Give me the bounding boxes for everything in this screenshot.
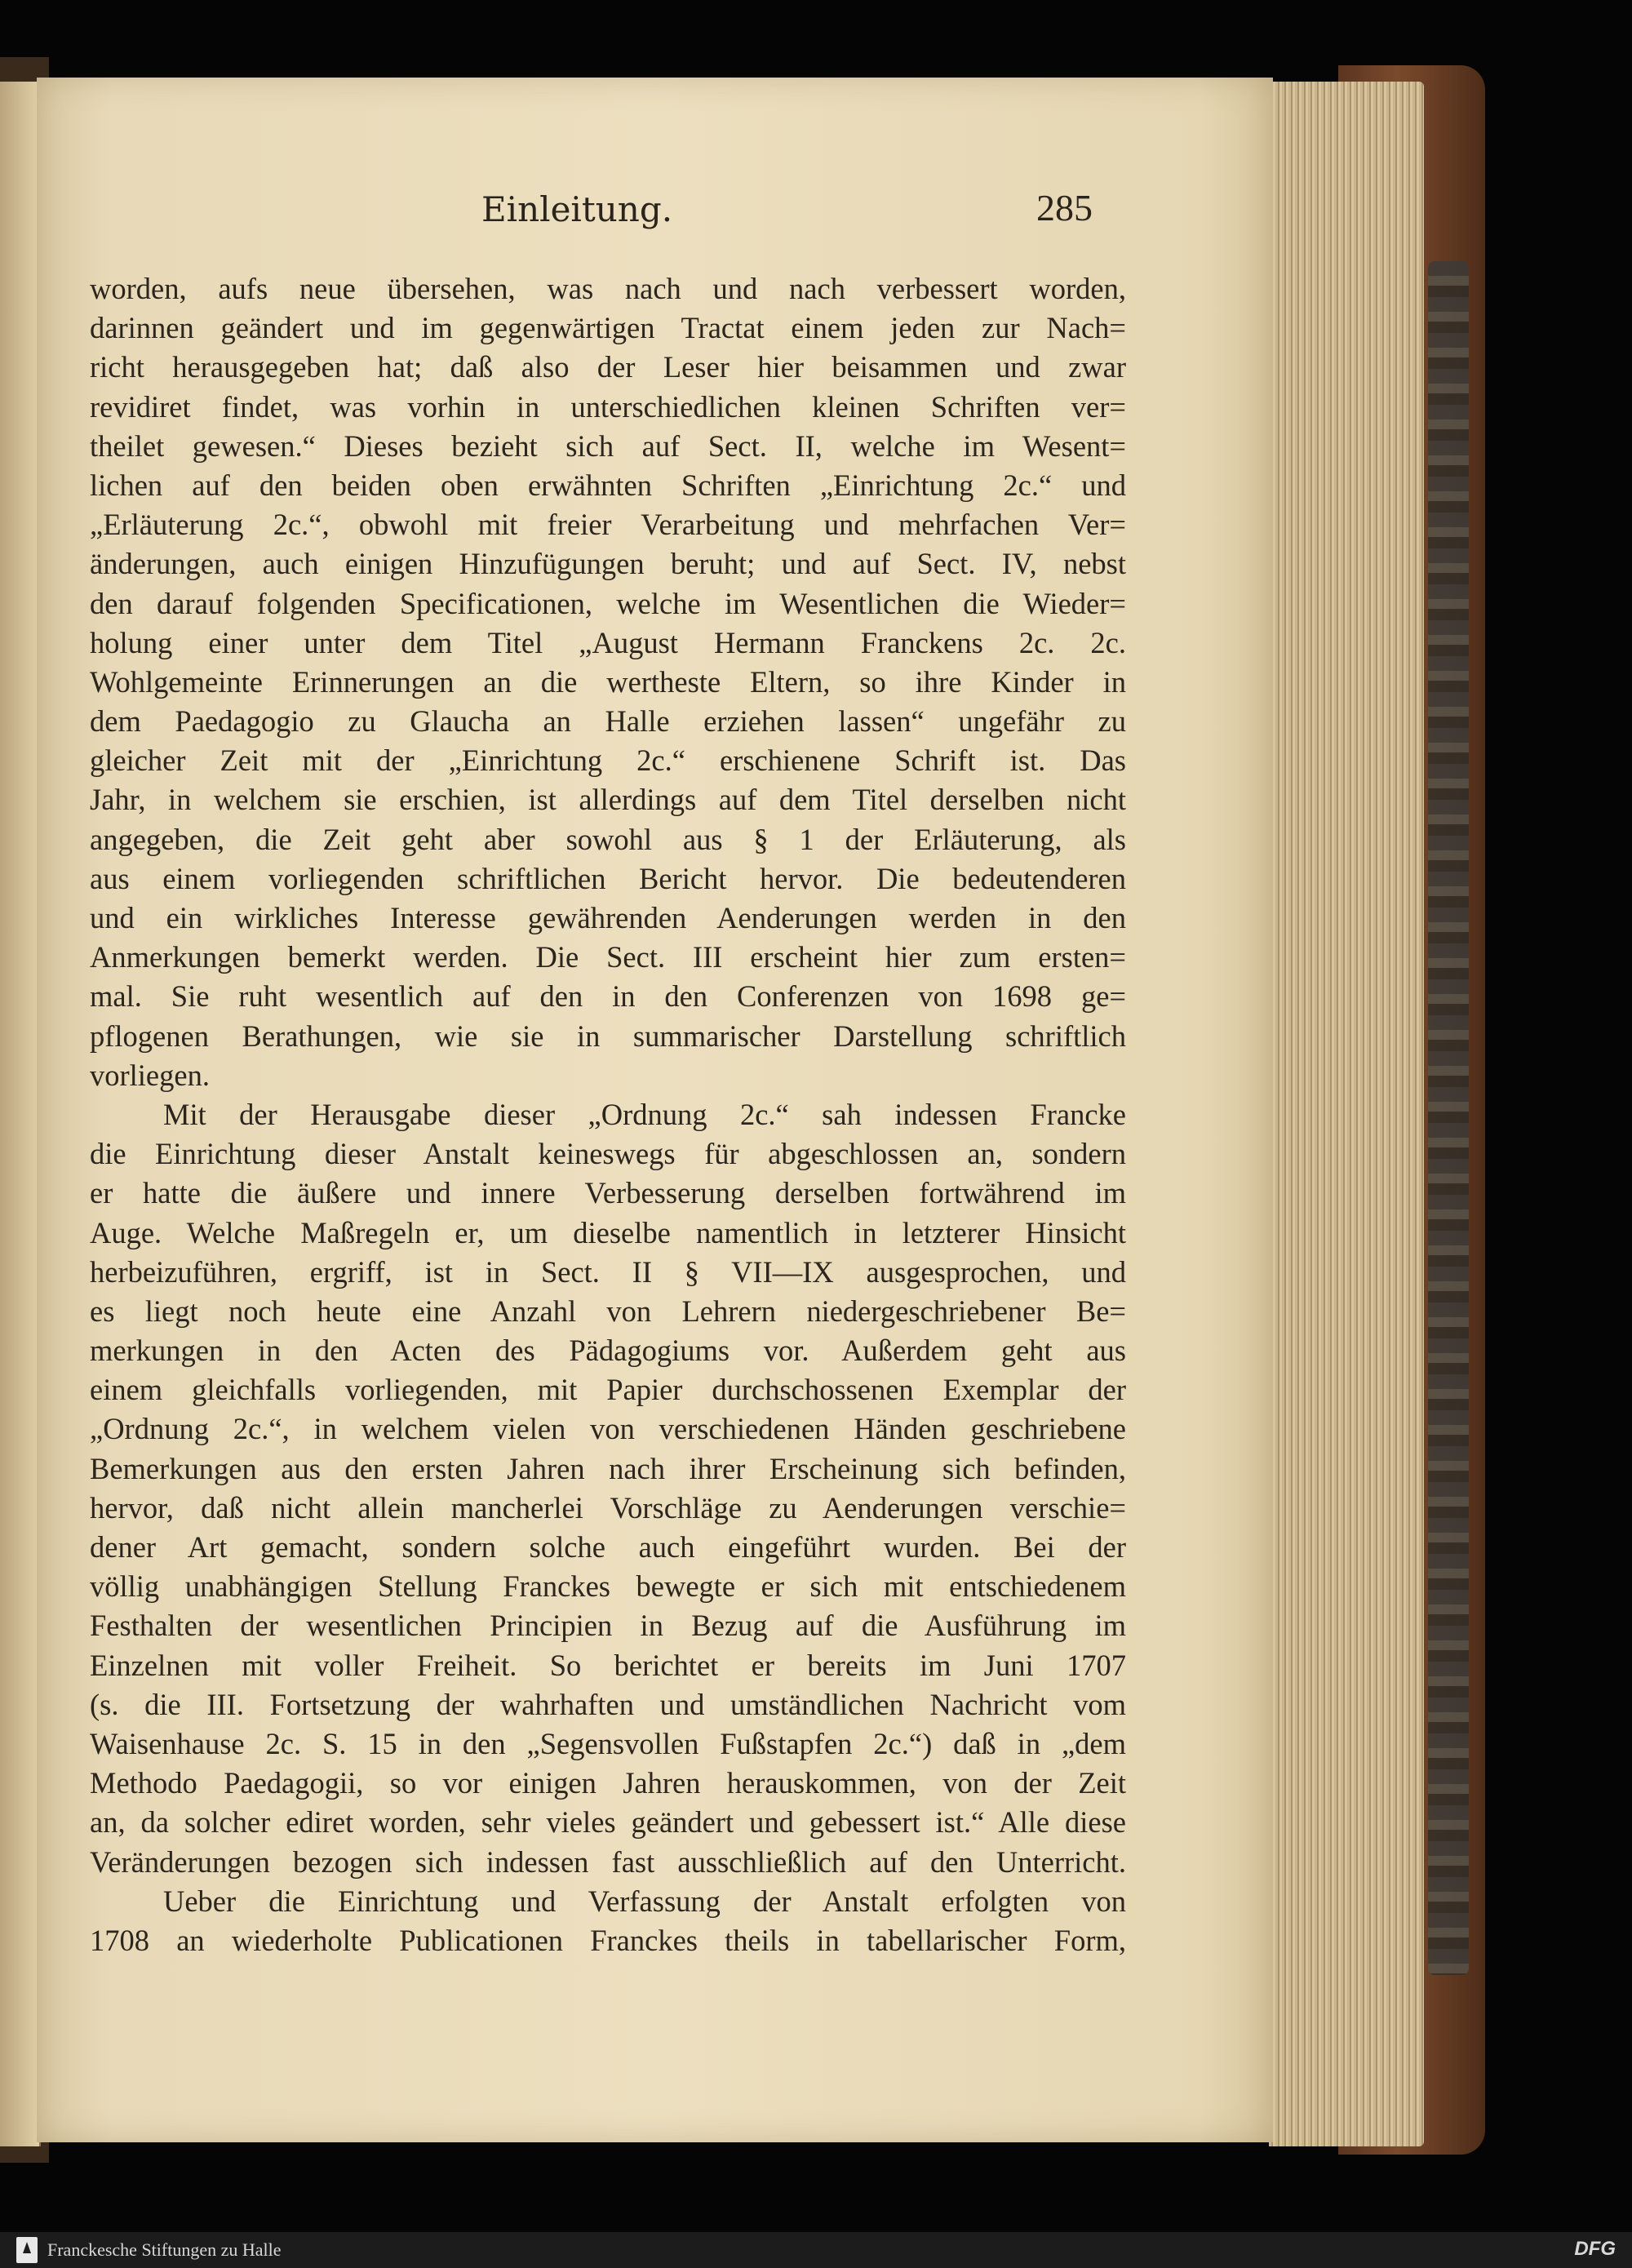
text-line: Auge. Welche Maßregeln er, um dieselbe namentlich in letzterer Hinsicht [90, 1215, 1126, 1249]
text-line: den darauf folgenden Specificationen, welche im Wesentlichen die Wieder= [90, 586, 1126, 620]
text-line: und ein wirkliches Interesse gewährenden Aenderungen werden in den [90, 901, 1126, 934]
text-line: herbeizuführen, ergriff, ist in Sect. II § VII—IX ausgesprochen, und [90, 1254, 1126, 1289]
text-line: vorliegen. [90, 1058, 210, 1092]
text-line: (s. die III. Fortsetzung der wahrhaften und umständlichen Nachricht vom [90, 1687, 1126, 1721]
text-line: Anmerkungen bemerkt werden. Die Sect. III erscheint hier zum ersten= [90, 940, 1126, 974]
institution-logo-icon [16, 2237, 38, 2263]
text-line: darinnen geändert und im gegenwärtigen Tractat einem jeden zur Nach= [90, 311, 1126, 345]
text-line: worden, aufs neue übersehen, was nach und nach verbessert worden, [90, 272, 1126, 305]
text-line: holung einer unter dem Titel „August Hermann Franckens 2c. 2c. [90, 625, 1126, 659]
text-line: Wohlgemeinte Erinnerungen an die wertheste Eltern, so ihre Kinder in [90, 664, 1126, 699]
running-head: Einleitung. [481, 189, 673, 229]
text-line: an, da solcher ediret worden, sehr vieles geändert und gebessert ist.“ Alle diese [90, 1805, 1126, 1840]
text-line: es liegt noch heute eine Anzahl von Lehrern niedergeschriebener Be= [90, 1294, 1126, 1328]
text-line: Ueber die Einrichtung und Verfassung der Anstalt erfolgten von [163, 1884, 1126, 1918]
text-line: gleicher Zeit mit der „Einrichtung 2c.“ erschienene Schrift ist. Das [90, 743, 1126, 778]
text-line: dem Paedagogio zu Glaucha an Halle erziehen lassen“ ungefähr zu [90, 704, 1126, 739]
text-line: pflogenen Berathungen, wie sie in summarischer Darstellung schriftlich [90, 1019, 1126, 1053]
text-line: Bemerkungen aus den ersten Jahren nach ihrer Erscheinung sich befinden, [90, 1451, 1126, 1485]
text-line: merkungen in den Acten des Pädagogiums vor. Außerdem geht aus [90, 1334, 1126, 1368]
text-line: mal. Sie ruht wesentlich auf den in den Conferenzen von 1698 ge= [90, 979, 1126, 1014]
text-line: revidiret findet, was vorhin in unterschiedlichen kleinen Schriften ver= [90, 389, 1126, 424]
dfg-logo: DFG [1574, 2238, 1616, 2260]
institution-name: Franckesche Stiftungen zu Halle [47, 2239, 282, 2260]
text-line: änderungen, auch einigen Hinzufügungen beruht; und auf Sect. IV, nebst [90, 547, 1126, 581]
text-line: Jahr, in welchem sie erschien, ist allerdings auf dem Titel derselben nicht [90, 783, 1126, 817]
page-number: 285 [1036, 187, 1093, 229]
text-line: er hatte die äußere und innere Verbesserung derselben fortwährend im [90, 1176, 1126, 1210]
book-spine-wear [1428, 261, 1469, 1975]
text-line: angegeben, die Zeit geht aber sowohl aus § 1 der Erläuterung, als [90, 822, 1126, 856]
text-line: „Ordnung 2c.“, in welchem vielen von verschiedenen Händen geschriebene [90, 1412, 1126, 1446]
text-line: Einzelnen mit voller Freiheit. So berichtet er bereits im Juni 1707 [90, 1648, 1126, 1682]
text-line: Waisenhause 2c. S. 15 in den „Segensvollen Fußstapfen 2c.“) daß in „dem [90, 1726, 1126, 1760]
page-block-edges [1269, 82, 1424, 2146]
text-line: hervor, daß nicht allein mancherlei Vorschläge zu Aenderungen verschie= [90, 1490, 1126, 1525]
text-line: 1708 an wiederholte Publicationen Franckes theils in tabellarischer Form, [90, 1923, 1126, 1957]
text-line: dener Art gemacht, sondern solche auch eingeführt wurden. Bei der [90, 1530, 1126, 1564]
text-line: einem gleichfalls vorliegenden, mit Papier durchschossenen Exemplar der [90, 1373, 1126, 1407]
text-line: die Einrichtung dieser Anstalt keineswegs für abgeschlossen an, sondern [90, 1137, 1126, 1171]
text-line: Veränderungen bezogen sich indessen fast ausschließlich auf den Unterricht. [90, 1844, 1126, 1879]
body-text [90, 269, 1126, 1960]
text-line: Festhalten der wesentlichen Principien in Bezug auf die Ausführung im [90, 1609, 1126, 1643]
text-line: lichen auf den beiden oben erwähnten Schriften „Einrichtung 2c.“ und [90, 468, 1126, 502]
viewer-footer [0, 2232, 1632, 2268]
text-line: völlig unabhängigen Stellung Franckes bewegte er sich mit entschiedenem [90, 1569, 1126, 1604]
text-line: aus einem vorliegenden schriftlichen Bericht hervor. Die bedeutenderen [90, 861, 1126, 895]
text-line: „Erläuterung 2c.“, obwohl mit freier Verarbeitung und mehrfachen Ver= [90, 508, 1126, 542]
text-line: richt herausgegeben hat; daß also der Leser hier beisammen und zwar [90, 350, 1126, 384]
text-line: Methodo Paedagogii, so vor einigen Jahren herauskommen, von der Zeit [90, 1766, 1126, 1800]
text-line: Mit der Herausgabe dieser „Ordnung 2c.“ sah indessen Francke [163, 1097, 1126, 1131]
left-page-edge [0, 82, 41, 2146]
text-line: theilet gewesen.“ Dieses bezieht sich auf Sect. II, welche im Wesent= [90, 428, 1126, 463]
